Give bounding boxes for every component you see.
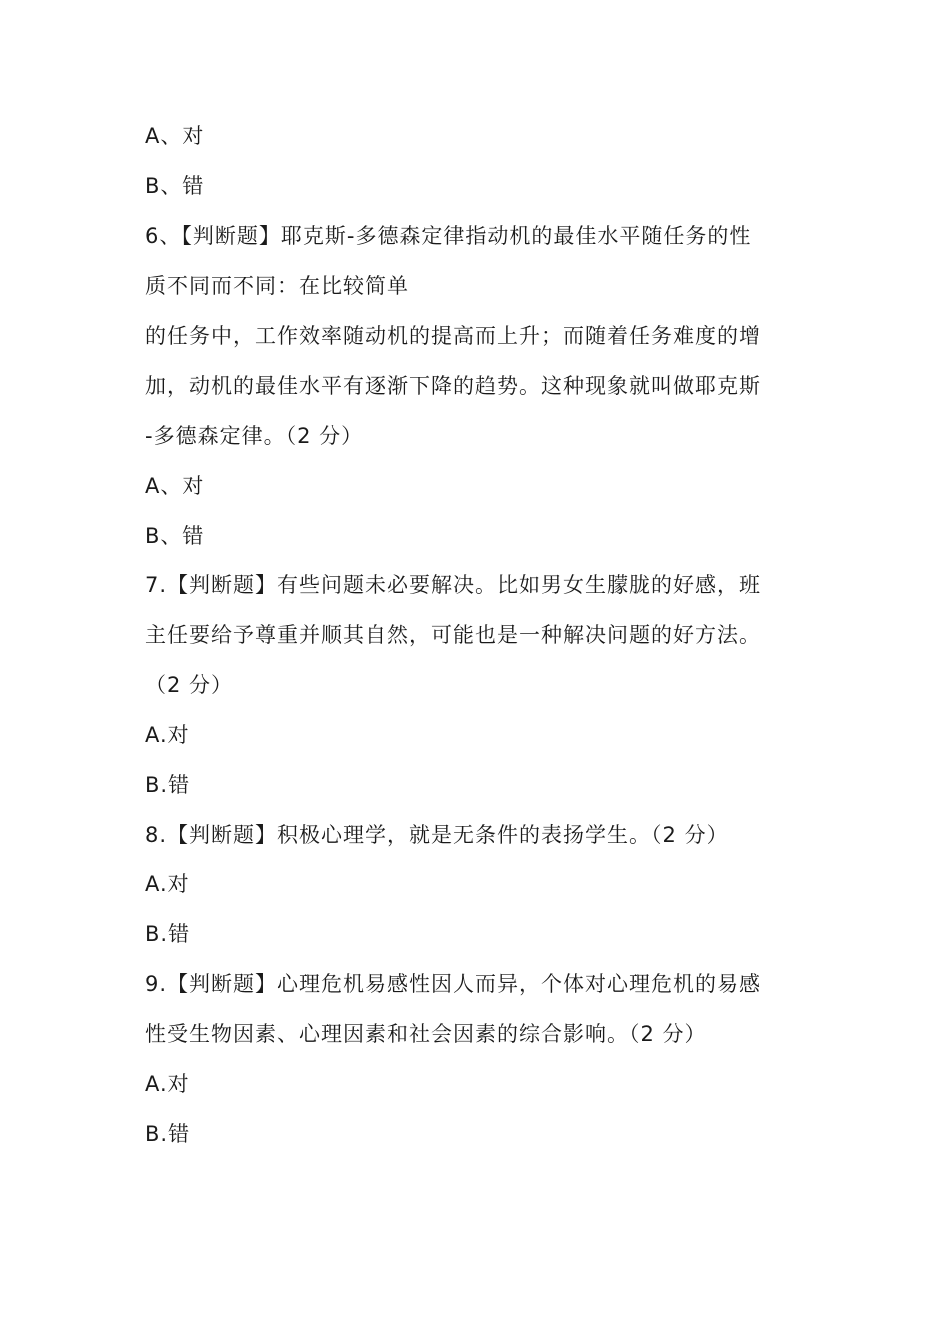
q9-text-line-2: 性受生物因素、心理因素和社会因素的综合影响。（2 分） [145,1022,707,1046]
q7-text-line-3: （2 分） [145,673,234,697]
q5-option-b: B、错 [145,174,205,198]
q6-text-line-3: 的任务中，工作效率随动机的提高而上升；而随着任务难度的增 [145,324,761,348]
q9-text-line-1: 9.【判断题】心理危机易感性因人而异，个体对心理危机的易感 [145,972,762,996]
q7-option-b: B.错 [145,773,191,797]
q5-option-a: A、对 [145,124,205,148]
q7-option-a: A.对 [145,723,190,747]
q6-option-a: A、对 [145,474,205,498]
q8-text-line-1: 8.【判断题】积极心理学，就是无条件的表扬学生。（2 分） [145,823,729,847]
q8-option-b: B.错 [145,922,191,946]
q7-text-line-1: 7.【判断题】有些问题未必要解决。比如男女生朦胧的好感，班 [145,573,762,597]
q6-text-line-1: 6、【判断题】耶克斯-多德森定律指动机的最佳水平随任务的性 [145,224,752,248]
q6-text-line-2: 质不同而不同：在比较简单 [145,274,409,298]
q6-option-b: B、错 [145,524,205,548]
q8-option-a: A.对 [145,872,190,896]
q6-text-line-5: -多德森定律。（2 分） [145,424,364,448]
q7-text-line-2: 主任要给予尊重并顺其自然，可能也是一种解决问题的好方法。 [145,623,761,647]
q6-text-line-4: 加，动机的最佳水平有逐渐下降的趋势。这种现象就叫做耶克斯 [145,374,761,398]
q9-option-b: B.错 [145,1122,191,1146]
q9-option-a: A.对 [145,1072,190,1096]
